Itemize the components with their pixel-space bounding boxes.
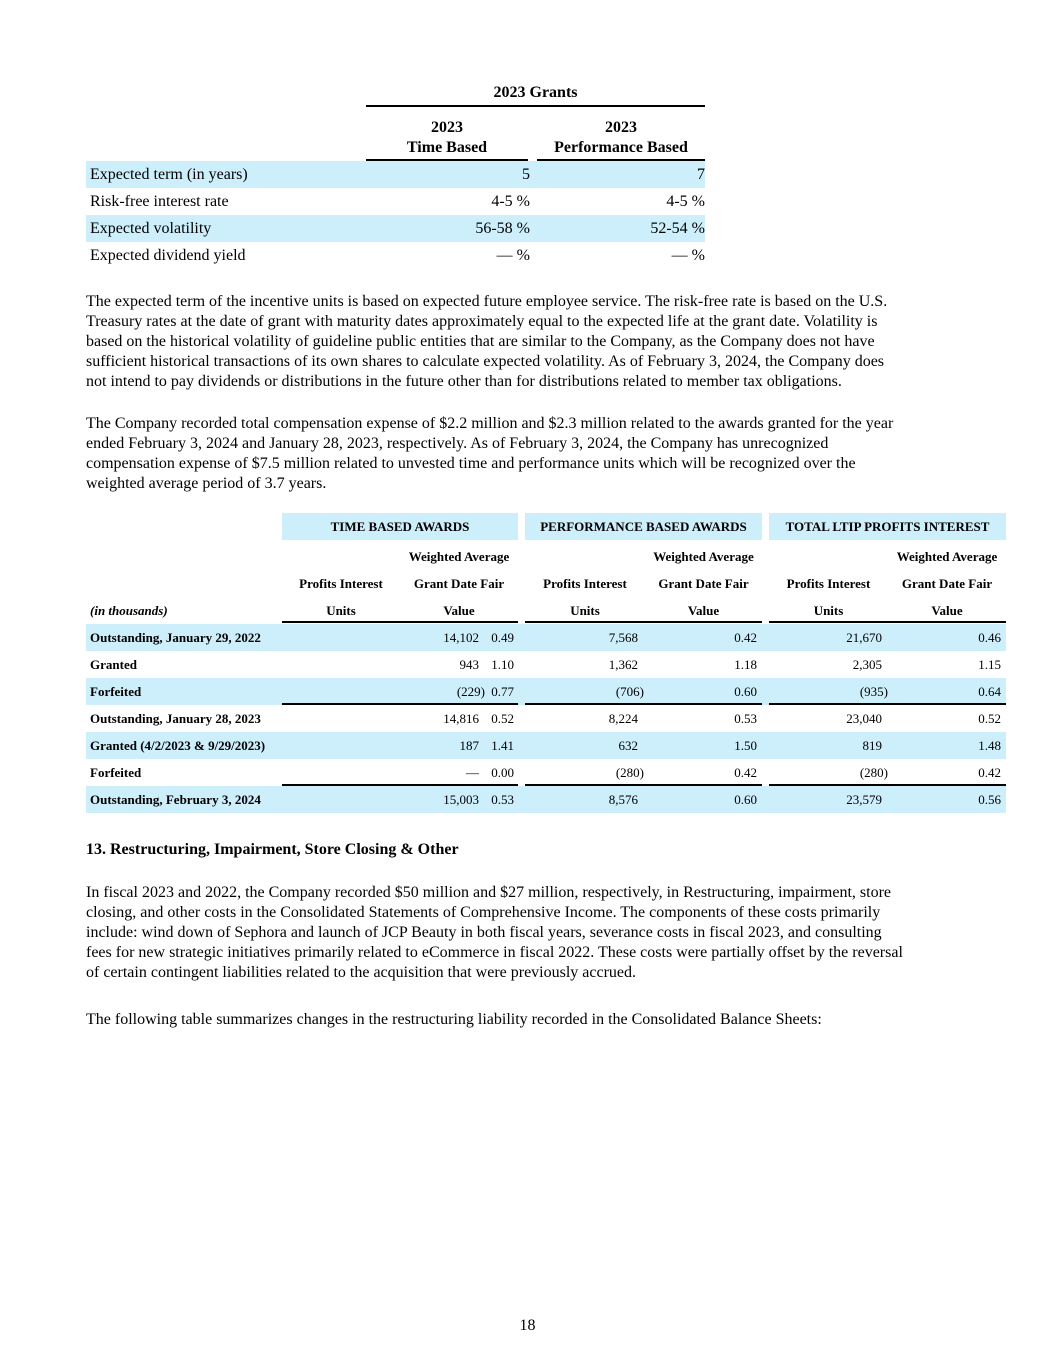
tb-units-header-line2: Units [326, 603, 356, 618]
grants-table-group-header: 2023 Grants [366, 84, 705, 107]
tot-units-header-line2: Units [813, 603, 844, 618]
tb-value-header-line3: Value [443, 603, 475, 618]
tb-header-rule [282, 621, 518, 623]
tot-value-header-line3: Value [931, 603, 963, 618]
grants-row-expected-volatility: Expected volatility 56-58 % 52-54 % [86, 215, 705, 242]
awards-group-total-ltip: TOTAL LTIP PROFITS INTEREST [769, 513, 1006, 540]
paragraph-table-intro: The following table summarizes changes in the restructuring liability recorded in the Consolidated Balance Sheets: [86, 1011, 822, 1028]
pb-units-header-line1: Profits Interest [543, 576, 627, 591]
awards-row-outstanding-2023: Outstanding, January 28, 2023 14,816 0.52 8,224 0.53 23,040 0.52 [90, 711, 1001, 726]
grants-row-dividend-yield: Expected dividend yield — % — % [90, 247, 705, 264]
tb-units-header-line1: Profits Interest [299, 576, 383, 591]
awards-row-outstanding-2022: Outstanding, January 29, 2022 14,102 0.49 7,568 0.42 21,670 0.46 [86, 624, 1006, 651]
tot-value-header-line1: Weighted Average [896, 549, 998, 564]
tot-value-header-line2: Grant Date Fair [901, 576, 993, 591]
grants-row-expected-term: Expected term (in years) 5 7 [86, 161, 705, 188]
awards-row-forfeited-2023: Forfeited — 0.00 (280) 0.42 (280) 0.42 [90, 765, 1001, 780]
pb-value-header-line3: Value [687, 603, 720, 618]
awards-group-performance-based: PERFORMANCE BASED AWARDS [525, 513, 762, 540]
pb-value-header-line2: Grant Date Fair [658, 576, 749, 591]
pb-units-header-line2: Units [570, 603, 600, 618]
awards-group-time-based: TIME BASED AWARDS [282, 513, 518, 540]
awards-row-outstanding-2024: Outstanding, February 3, 2024 15,003 0.53 8,576 0.60 23,579 0.56 [86, 786, 1006, 813]
grants-col-performance-based-header: 2023 Performance Based [537, 118, 705, 161]
tot-header-rule [769, 621, 1006, 623]
paragraph-restructuring: In fiscal 2023 and 2022, the Company recorded $50 million and $27 million, respectively, in Restructuring, impairment, store closing, and other costs in the Consolidated Statements of Comprehensive Income. The components of these costs primarily include: wind down of Sephora and launch of JCP Beauty in both fiscal years, severance costs in fiscal 2023, and consulting fees for new strategic initiatives primarily related to eCommerce in fiscal 2022. These costs were partially offset by the reversal of certain contingent liabilities related to the acquisition that were previously accrued. [86, 884, 903, 981]
tb-value-header-line1: Weighted Average [408, 549, 510, 564]
awards-row-forfeited-2022: Forfeited (229) 0.77 (706) 0.60 (935) 0.64 [86, 678, 1006, 705]
awards-row-granted-2023: Granted (4/2/2023 & 9/29/2023) 187 1.41 632 1.50 819 1.48 [86, 732, 1006, 759]
grants-row-risk-free-rate: Risk-free interest rate 4-5 % 4-5 % [90, 193, 705, 210]
grants-col-time-based-header: 2023 Time Based [366, 118, 528, 161]
pb-value-header-line1: Weighted Average [653, 549, 754, 564]
tb-value-header-line2: Grant Date Fair [413, 576, 505, 591]
paragraph-expected-term: The expected term of the incentive units is based on expected future employee service. The risk-free rate is based on the U.S. Treasury rates at the date of grant with maturity dates approximately equal to the expected life at the grant date. Volatility is based on the historical volatility of guideline public entities that are similar to the Company, as the Company does not have sufficient historical transactions of its own shares to calculate expected volatility. As of February 3, 2024, the Company does not intend to pay dividends or distributions in the future other than for distributions related to member tax obligations. [86, 293, 888, 390]
awards-row-granted-2022: Granted 943 1.10 1,362 1.18 2,305 1.15 [90, 657, 1001, 672]
tot-units-header-line1: Profits Interest [786, 576, 871, 591]
section-title-restructuring: 13. Restructuring, Impairment, Store Closing & Other [86, 841, 459, 858]
page-number: 18 [519, 1317, 536, 1334]
paragraph-compensation-expense: The Company recorded total compensation expense of $2.2 million and $2.3 million related to the awards granted for the year ended February 3, 2024 and January 28, 2023, respectively. As of February 3, 2024, the Company has unrecognized compensation expense of $7.5 million related to unvested time and performance units which will be recognized over the weighted average period of 3.7 years. [86, 415, 894, 492]
pb-header-rule [525, 621, 762, 623]
awards-stub-header: (in thousands) [90, 603, 168, 618]
